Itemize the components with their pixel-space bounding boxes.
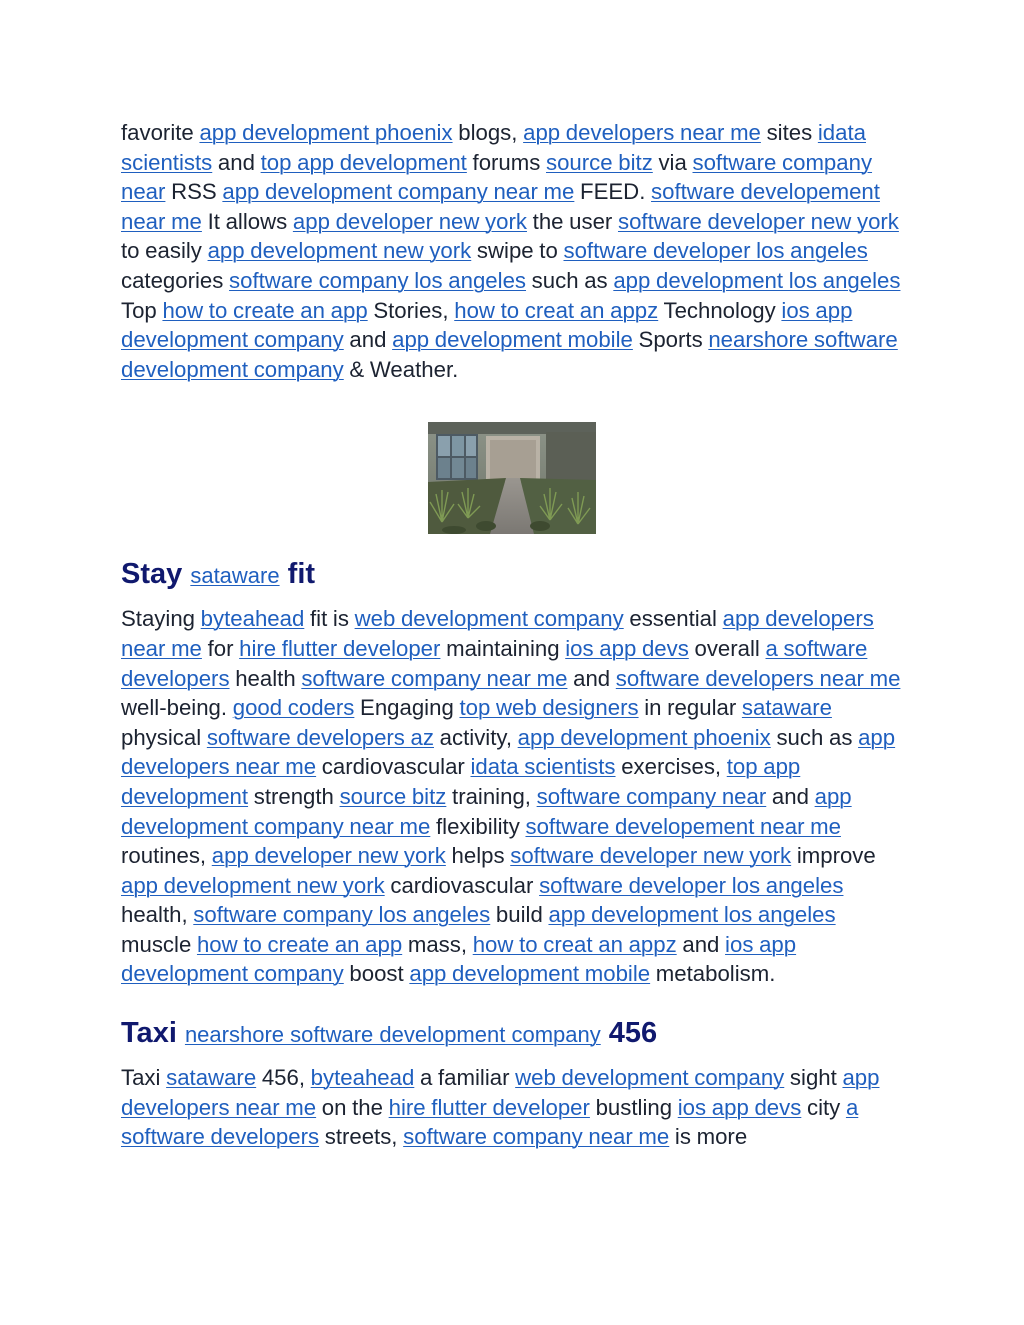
- inline-text: Stories,: [367, 297, 455, 323]
- inline-text: health: [229, 665, 302, 691]
- inline-link[interactable]: web development company: [354, 606, 624, 632]
- inline-link[interactable]: app development los angeles: [613, 267, 901, 293]
- inline-link[interactable]: software company near me: [403, 1124, 670, 1150]
- inline-link[interactable]: hire flutter developer: [239, 635, 441, 661]
- inline-link[interactable]: software developement near me: [525, 813, 841, 839]
- inline-link[interactable]: top web designers: [459, 695, 639, 721]
- inline-text: fit: [279, 558, 316, 591]
- inline-text: helps: [445, 843, 511, 869]
- inline-text: RSS: [165, 179, 223, 205]
- inline-text: Sports: [632, 327, 709, 353]
- inline-text: metabolism.: [650, 961, 776, 987]
- inline-link[interactable]: app developers near me: [523, 120, 761, 145]
- inline-text: Top: [121, 297, 163, 323]
- inline-text: and: [343, 327, 393, 353]
- inline-link[interactable]: app development los angeles: [548, 902, 836, 928]
- inline-link[interactable]: software company near: [536, 783, 767, 809]
- inline-link[interactable]: app development phoenix: [199, 120, 453, 145]
- inline-text: for: [201, 635, 240, 661]
- inline-link[interactable]: byteahead: [200, 606, 305, 632]
- inline-link[interactable]: how to creat an appz: [472, 931, 677, 957]
- inline-link[interactable]: sataware: [190, 563, 280, 589]
- inline-link[interactable]: software company near me: [301, 665, 568, 691]
- inline-text: a familiar: [414, 1065, 516, 1091]
- inline-link[interactable]: sataware: [166, 1065, 257, 1091]
- document-content: [121, 118, 906, 1152]
- inline-link[interactable]: a software developers: [121, 635, 868, 691]
- inline-link[interactable]: how to creat an appz: [454, 297, 659, 323]
- inline-link[interactable]: source bitz: [339, 783, 447, 809]
- inline-text: bustling: [589, 1094, 678, 1120]
- inline-text: exercises,: [615, 754, 727, 780]
- inline-text: via: [652, 149, 693, 175]
- inline-text: training,: [446, 783, 537, 809]
- inline-text: such as: [526, 267, 614, 293]
- inline-link[interactable]: hire flutter developer: [388, 1094, 590, 1120]
- inline-text: sites: [760, 120, 818, 145]
- inline-text: physical: [121, 724, 207, 750]
- inline-link[interactable]: app development company near me: [121, 783, 852, 839]
- inline-text: in regular: [638, 695, 742, 721]
- inline-link[interactable]: software developer los angeles: [539, 872, 844, 898]
- inline-text: swipe to: [471, 238, 564, 264]
- inline-link[interactable]: idata scientists: [121, 120, 866, 175]
- inline-text: favorite: [121, 120, 200, 145]
- inline-link[interactable]: app developers near me: [121, 1065, 880, 1120]
- inline-text: muscle: [121, 931, 197, 957]
- inline-link[interactable]: ios app devs: [677, 1094, 802, 1120]
- inline-text: maintaining: [440, 635, 566, 661]
- inline-text: cardiovascular: [384, 872, 540, 898]
- inline-text: and: [212, 149, 261, 175]
- inline-link[interactable]: app development phoenix: [517, 724, 771, 750]
- inline-text: sight: [784, 1065, 843, 1091]
- inline-link[interactable]: app development new york: [207, 238, 472, 264]
- inline-link[interactable]: software company los angeles: [229, 267, 527, 293]
- inline-text: and: [567, 665, 616, 691]
- inline-link[interactable]: nearshore software development company: [184, 1022, 601, 1048]
- inline-text: Engaging: [354, 695, 460, 721]
- inline-text: improve: [791, 843, 876, 869]
- inline-text: such as: [770, 724, 859, 750]
- inline-link[interactable]: software company near: [121, 149, 873, 205]
- inline-link[interactable]: ios app development company: [121, 931, 797, 987]
- inline-text: categories: [121, 267, 230, 293]
- inline-text: streets,: [319, 1124, 404, 1150]
- inline-link[interactable]: software developers az: [206, 724, 434, 750]
- inline-link[interactable]: top app development: [121, 754, 801, 809]
- inline-text: strength: [248, 783, 340, 809]
- inline-link[interactable]: software developer new york: [510, 843, 792, 869]
- inline-text: activity,: [434, 724, 518, 750]
- inline-text: to easily: [121, 238, 208, 264]
- taxi-paragraph: [121, 1063, 906, 1152]
- inline-text: the user: [526, 208, 618, 234]
- inline-text: & Weather.: [343, 356, 459, 382]
- inline-link[interactable]: software developement near me: [121, 179, 880, 234]
- inline-text: overall: [688, 635, 766, 661]
- inline-link[interactable]: app development new york: [121, 872, 385, 898]
- walkway-photo: [428, 422, 596, 534]
- inline-text: essential: [623, 606, 723, 632]
- inline-link[interactable]: how to create an app: [162, 297, 368, 323]
- inline-text: city: [801, 1094, 846, 1120]
- section-heading-stay: [121, 556, 906, 594]
- inline-link[interactable]: software developers near me: [615, 665, 901, 691]
- inline-text: routines,: [121, 843, 212, 869]
- inline-text: Technology: [658, 297, 782, 323]
- inline-text: and: [676, 931, 726, 957]
- inline-link[interactable]: app developer new york: [211, 843, 446, 869]
- inline-text: Staying: [121, 606, 201, 632]
- inline-link[interactable]: app development company near me: [222, 179, 575, 205]
- inline-link[interactable]: good coders: [232, 695, 355, 721]
- inline-link[interactable]: source bitz: [546, 149, 653, 175]
- inline-link[interactable]: app development mobile: [409, 961, 651, 987]
- inline-link[interactable]: ios app devs: [565, 635, 689, 661]
- inline-link[interactable]: top app development: [260, 149, 467, 175]
- intro-paragraph: [121, 118, 906, 384]
- inline-link[interactable]: software company los angeles: [193, 902, 491, 928]
- inline-link[interactable]: sataware: [741, 695, 832, 721]
- figure-container: [121, 422, 906, 534]
- inline-text: 456: [600, 1017, 658, 1050]
- inline-link[interactable]: byteahead: [310, 1065, 415, 1091]
- inline-link[interactable]: software developer los angeles: [563, 238, 868, 264]
- inline-text: It allows: [201, 208, 293, 234]
- inline-link[interactable]: nearshore software development company: [121, 327, 898, 382]
- inline-link[interactable]: app developers near me: [121, 606, 874, 661]
- inline-text: is more: [669, 1124, 748, 1150]
- inline-link[interactable]: ios app development company: [121, 297, 853, 353]
- inline-text: fit is: [304, 606, 355, 632]
- inline-text: cardiovascular: [316, 754, 471, 780]
- inline-text: mass,: [402, 931, 473, 957]
- inline-text: flexibility: [430, 813, 526, 839]
- inline-text: well-being.: [121, 695, 233, 721]
- inline-link[interactable]: software developer new york: [617, 208, 899, 234]
- inline-text: boost: [343, 961, 410, 987]
- inline-text: FEED.: [574, 179, 652, 205]
- inline-link[interactable]: how to create an app: [196, 931, 403, 957]
- inline-link[interactable]: app developer new york: [292, 208, 527, 234]
- inline-text: on the: [316, 1094, 389, 1120]
- inline-text: health,: [121, 902, 194, 928]
- section-heading-taxi: [121, 1015, 906, 1053]
- inline-text: Taxi: [121, 1017, 185, 1050]
- inline-text: build: [490, 902, 549, 928]
- inline-text: Taxi: [121, 1065, 167, 1091]
- inline-text: Stay: [121, 558, 191, 591]
- inline-text: 456,: [256, 1065, 311, 1091]
- inline-link[interactable]: idata scientists: [470, 754, 616, 780]
- inline-text: forums: [466, 149, 546, 175]
- inline-link[interactable]: web development company: [515, 1065, 785, 1091]
- inline-link[interactable]: app development mobile: [392, 327, 633, 353]
- stay-paragraph: [121, 604, 906, 989]
- inline-text: and: [766, 783, 815, 809]
- inline-link[interactable]: app developers near me: [121, 724, 896, 780]
- inline-text: blogs,: [452, 120, 524, 145]
- inline-link[interactable]: a software developers: [121, 1094, 859, 1150]
